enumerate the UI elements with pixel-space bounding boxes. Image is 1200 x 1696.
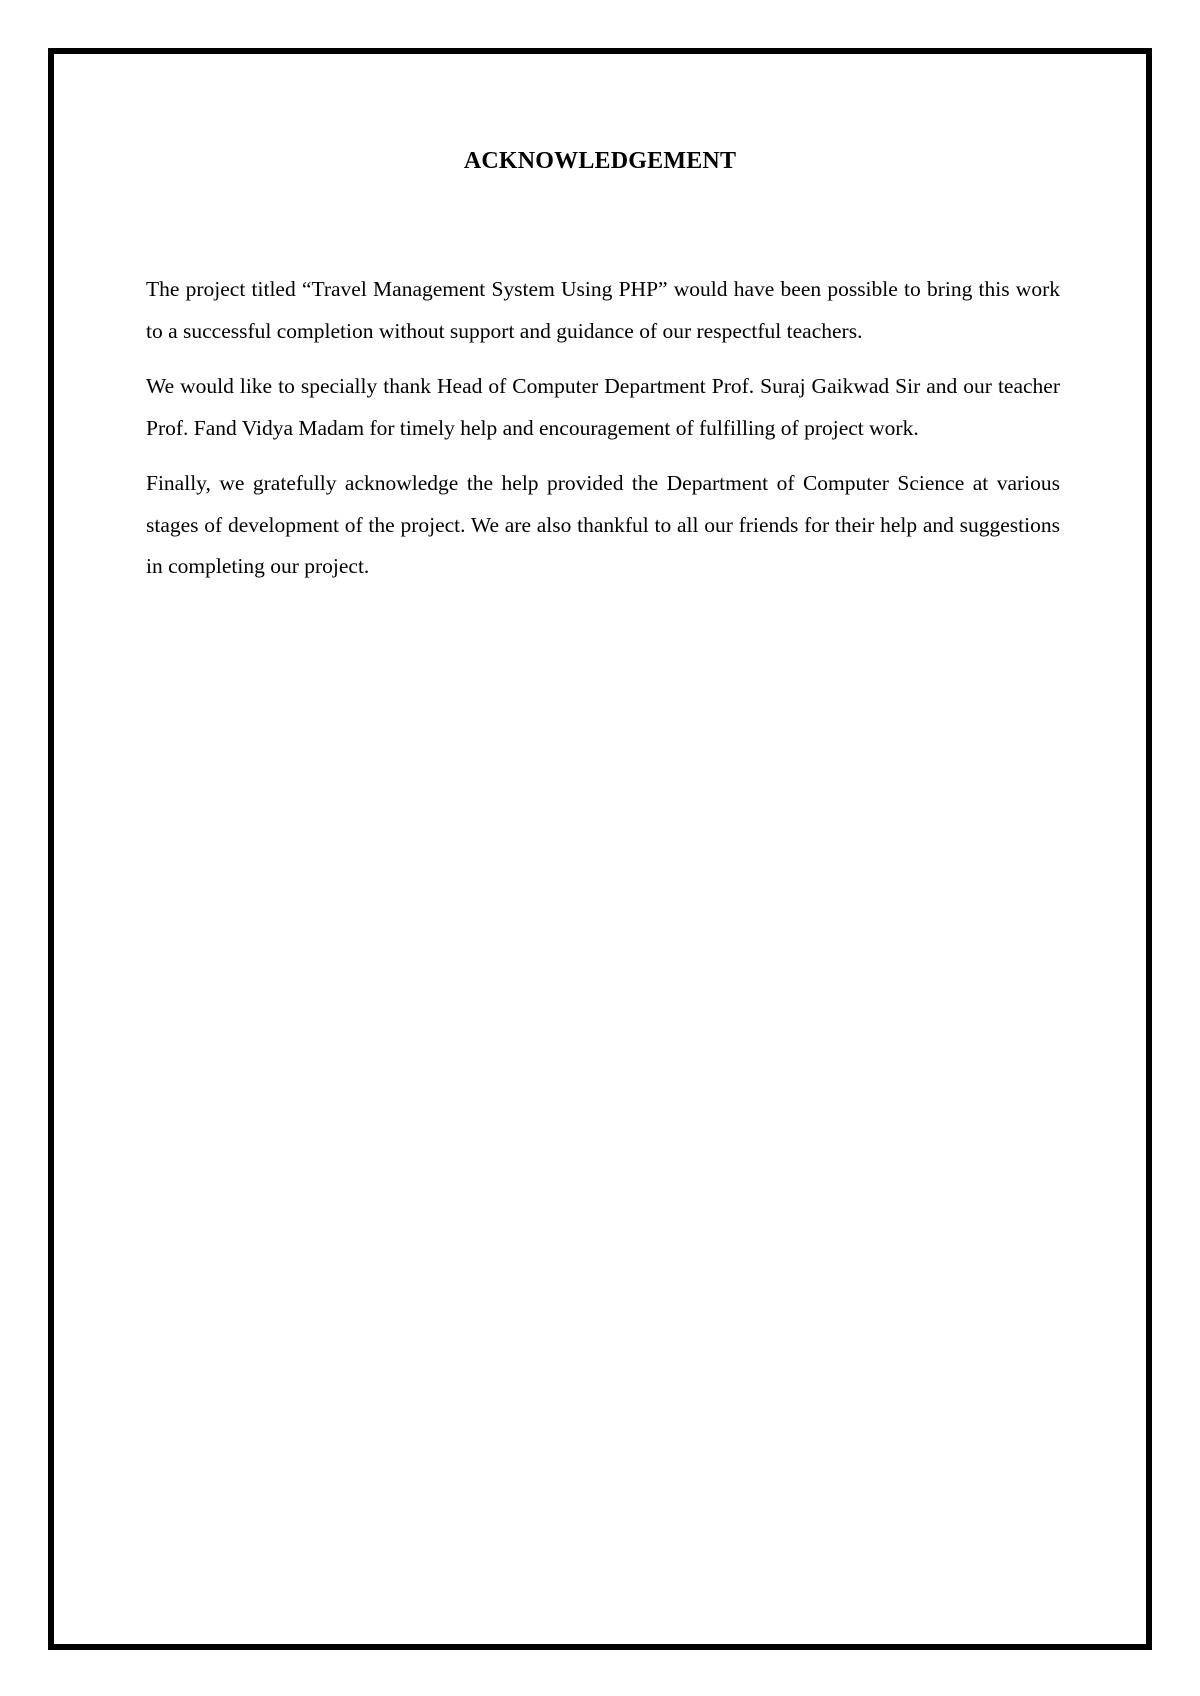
acknowledgement-body xyxy=(146,269,1060,602)
paragraph-intro: The project titled “Travel Management System Using PHP” would have been possible to bring this work to a successful completion without support and guidance of our respectful teachers. xyxy=(146,277,1060,343)
paragraph-closing: Finally, we gratefully acknowledge the help provided the Department of Computer Science at various stages of development of the project. We are also thankful to all our friends for their help and suggestions in completing our project. xyxy=(146,471,1060,578)
page-title: ACKNOWLEDGEMENT xyxy=(463,148,737,174)
paragraph-thanks: We would like to specially thank Head of Computer Department Prof. Suraj Gaikwad Sir and our teacher Prof. Fand Vidya Madam for timely help and encouragement of fulfilling of project work. xyxy=(146,374,1060,440)
